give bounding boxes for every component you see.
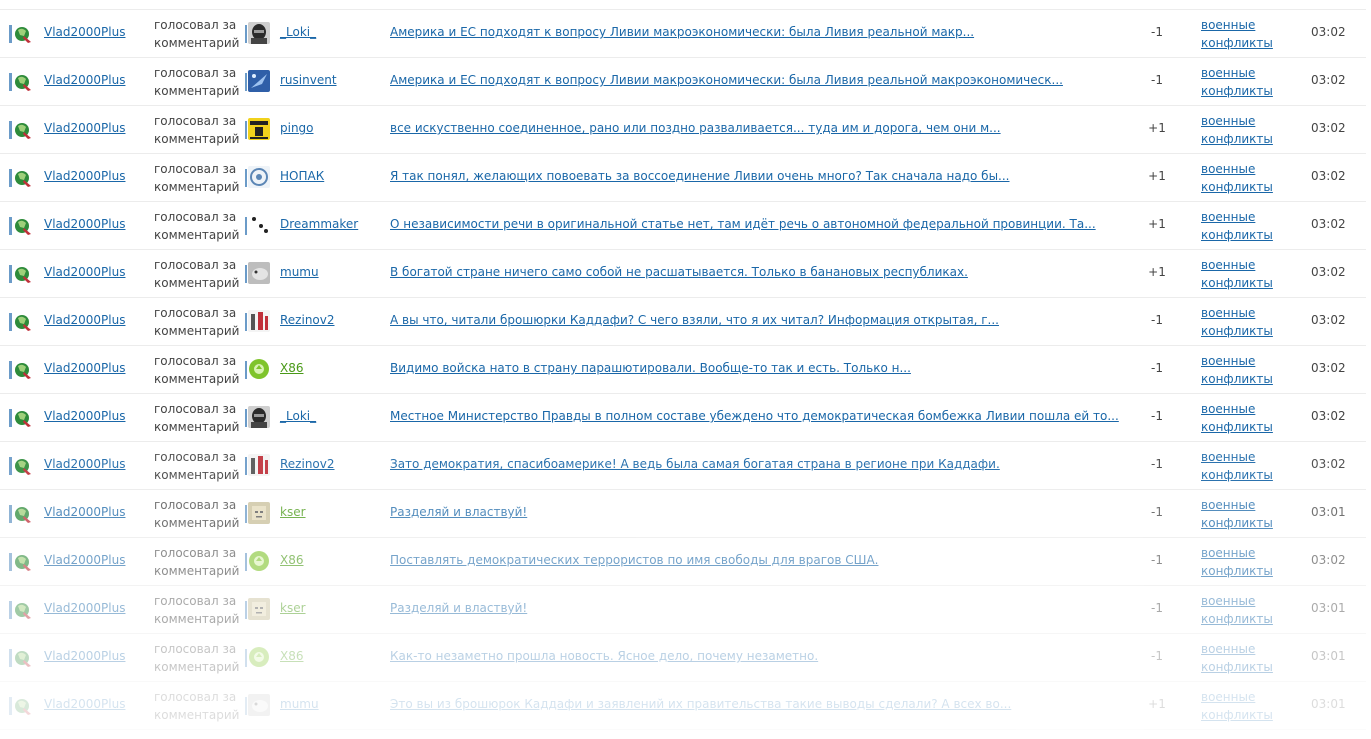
vote-value: -1 [1151, 457, 1163, 471]
comment-author-link[interactable]: X86 [280, 553, 304, 567]
vote-value: -1 [1151, 601, 1163, 615]
user-avatar-icon [9, 600, 35, 620]
comment-author-link[interactable]: НОПАК [280, 169, 325, 183]
avatar-bar [245, 265, 247, 283]
comment-author-link[interactable]: Rezinov2 [280, 457, 335, 471]
comment-link[interactable]: Америка и ЕС подходят к вопросу Ливии макроэкономически: была Ливия реальной макроэкономическ... [390, 73, 1063, 87]
timestamp: 03:02 [1311, 73, 1346, 87]
user-avatar-icon [9, 120, 35, 140]
action-text: голосовал за комментарий [154, 66, 240, 98]
vote-value: +1 [1148, 121, 1166, 135]
timestamp: 03:02 [1311, 553, 1346, 567]
voter-link[interactable]: Vlad2000Plus [44, 73, 126, 87]
category-link[interactable]: военные конфликты [1201, 18, 1273, 50]
vote-value: -1 [1151, 73, 1163, 87]
feed-row [0, 682, 1366, 730]
feed-row [0, 442, 1366, 490]
feed-row [0, 490, 1366, 538]
user-avatar-icon [9, 456, 35, 476]
comment-author-link[interactable]: _Loki_ [280, 409, 317, 423]
vote-value: -1 [1151, 649, 1163, 663]
category-link[interactable]: военные конфликты [1201, 642, 1273, 674]
grey-animal-icon [248, 694, 270, 716]
comment-link[interactable]: все искуственно соединенное, рано или поздно разваливается... туда им и дорога, чем они м... [390, 121, 1001, 135]
comment-link[interactable]: Местное Министерство Правды в полном составе убеждено что демократическая бомбежка Ливии пошла ей то... [390, 409, 1119, 423]
comment-author-link[interactable]: kser [280, 505, 306, 519]
comment-link[interactable]: Как-то незаметно прошла новость. Ясное дело, почему незаметно. [390, 649, 819, 663]
category-link[interactable]: военные конфликты [1201, 498, 1273, 530]
timestamp: 03:01 [1311, 601, 1346, 615]
avatar-bar [245, 457, 247, 475]
vote-value: +1 [1148, 217, 1166, 231]
avatar-bar [245, 553, 247, 571]
vote-value: -1 [1151, 505, 1163, 519]
action-text: голосовал за комментарий [154, 210, 240, 242]
feed-row [0, 346, 1366, 394]
green-circle-icon [248, 550, 270, 572]
comment-link[interactable]: Разделяй и властвуй! [390, 505, 528, 519]
timestamp: 03:02 [1311, 313, 1346, 327]
avatar-bar [245, 313, 247, 331]
category-link[interactable]: военные конфликты [1201, 258, 1273, 290]
comment-author-link[interactable]: X86 [280, 361, 304, 375]
voter-link[interactable]: Vlad2000Plus [44, 409, 126, 423]
action-text: голосовал за комментарий [154, 642, 240, 674]
feed-row [0, 154, 1366, 202]
feed-row [0, 394, 1366, 442]
timestamp: 03:01 [1311, 697, 1346, 711]
dark-face-icon [248, 406, 270, 428]
dark-face-icon [248, 22, 270, 44]
voter-link[interactable]: Vlad2000Plus [44, 649, 126, 663]
action-text: голосовал за комментарий [154, 162, 240, 194]
timestamp: 03:01 [1311, 649, 1346, 663]
comment-link[interactable]: Зато демократия, спасибоамерике! А ведь была самая богатая страна в регионе при Каддафи. [390, 457, 1000, 471]
vote-value: +1 [1148, 169, 1166, 183]
dots-icon [248, 214, 270, 236]
comment-author-link[interactable]: Rezinov2 [280, 313, 335, 327]
comment-author-link[interactable]: _Loki_ [280, 25, 317, 39]
vote-value: -1 [1151, 313, 1163, 327]
category-link[interactable]: военные конфликты [1201, 66, 1273, 98]
voter-link[interactable]: Vlad2000Plus [44, 553, 126, 567]
action-text: голосовал за комментарий [154, 354, 240, 386]
avatar-bar [245, 25, 247, 43]
comment-link[interactable]: Разделяй и властвуй! [390, 601, 528, 615]
yellow-sign-icon [248, 118, 270, 140]
action-text: голосовал за комментарий [154, 258, 240, 290]
voter-link[interactable]: Vlad2000Plus [44, 25, 126, 39]
user-avatar-icon [9, 360, 35, 380]
avatar-bar [245, 217, 247, 235]
category-link[interactable]: военные конфликты [1201, 210, 1273, 242]
vote-value: +1 [1148, 265, 1166, 279]
feed-row [0, 58, 1366, 106]
action-text: голосовал за комментарий [154, 402, 240, 434]
comment-link[interactable]: О независимости речи в оригинальной статье нет, там идёт речь о автономной федеральной провинции. Та... [390, 217, 1096, 231]
timestamp: 03:02 [1311, 121, 1346, 135]
feed-row [0, 10, 1366, 58]
vote-value: -1 [1151, 361, 1163, 375]
category-link[interactable]: военные конфликты [1201, 402, 1273, 434]
feed-row [0, 538, 1366, 586]
avatar-bar [245, 409, 247, 427]
activity-feed [0, 9, 1366, 730]
timestamp: 03:02 [1311, 217, 1346, 231]
action-text: голосовал за комментарий [154, 498, 240, 530]
voter-link[interactable]: Vlad2000Plus [44, 697, 126, 711]
avatar-bar [245, 601, 247, 619]
timestamp: 03:02 [1311, 409, 1346, 423]
category-link[interactable]: военные конфликты [1201, 594, 1273, 626]
user-avatar-icon [9, 408, 35, 428]
voter-link[interactable]: Vlad2000Plus [44, 457, 126, 471]
blue-emblem-icon [248, 166, 270, 188]
action-text: голосовал за комментарий [154, 114, 240, 146]
category-link[interactable]: военные конфликты [1201, 114, 1273, 146]
grey-animal-icon [248, 262, 270, 284]
red-figure-icon [248, 454, 270, 476]
vote-value: -1 [1151, 409, 1163, 423]
comment-author-link[interactable]: rusinvent [280, 73, 337, 87]
avatar-bar [245, 121, 247, 139]
avatar-bar [245, 505, 247, 523]
action-text: голосовал за комментарий [154, 594, 240, 626]
blue-bird-icon [248, 70, 270, 92]
comment-link[interactable]: Видимо войска нато в страну парашютировали. Вообще-то так и есть. Только н... [390, 361, 911, 375]
voter-link[interactable]: Vlad2000Plus [44, 313, 126, 327]
timestamp: 03:01 [1311, 505, 1346, 519]
vote-value: +1 [1148, 697, 1166, 711]
comment-author-link[interactable]: kser [280, 601, 306, 615]
comment-link[interactable]: Я так понял, желающих повоевать за воссоединение Ливии очень много? Так сначала надо бы... [390, 169, 1010, 183]
comment-link[interactable]: Это вы из брошюрок Каддафи и заявлений их правительства такие выводы сделали? А всех во... [390, 697, 1012, 711]
voter-link[interactable]: Vlad2000Plus [44, 265, 126, 279]
timestamp: 03:02 [1311, 457, 1346, 471]
voter-link[interactable]: Vlad2000Plus [44, 601, 126, 615]
voter-link[interactable]: Vlad2000Plus [44, 169, 126, 183]
user-avatar-icon [9, 648, 35, 668]
category-link[interactable]: военные конфликты [1201, 690, 1273, 722]
category-link[interactable]: военные конфликты [1201, 546, 1273, 578]
timestamp: 03:02 [1311, 25, 1346, 39]
comment-author-link[interactable]: X86 [280, 649, 304, 663]
feed-row [0, 250, 1366, 298]
vote-value: -1 [1151, 553, 1163, 567]
category-link[interactable]: военные конфликты [1201, 450, 1273, 482]
voter-link[interactable]: Vlad2000Plus [44, 505, 126, 519]
user-avatar-icon [9, 552, 35, 572]
comment-link[interactable]: Америка и ЕС подходят к вопросу Ливии макроэкономически: была Ливия реальной макр... [390, 25, 975, 39]
beige-face-icon [248, 502, 270, 524]
user-avatar-icon [9, 72, 35, 92]
timestamp: 03:02 [1311, 265, 1346, 279]
avatar-bar [245, 169, 247, 187]
user-avatar-icon [9, 216, 35, 236]
category-link[interactable]: военные конфликты [1201, 162, 1273, 194]
timestamp: 03:02 [1311, 361, 1346, 375]
comment-author-link[interactable]: mumu [280, 265, 319, 279]
avatar-bar [245, 73, 247, 91]
comment-link[interactable]: В богатой стране ничего само собой не расшатывается. Только в банановых республиках. [390, 265, 968, 279]
feed-row [0, 634, 1366, 682]
user-avatar-icon [9, 696, 35, 716]
comment-link[interactable]: Поставлять демократических террористов по имя свободы для врагов США. [390, 553, 879, 567]
action-text: голосовал за комментарий [154, 450, 240, 482]
comment-author-link[interactable]: pingo [280, 121, 314, 135]
avatar-bar [245, 361, 247, 379]
user-avatar-icon [9, 168, 35, 188]
user-avatar-icon [9, 312, 35, 332]
user-avatar-icon [9, 504, 35, 524]
red-figure-icon [248, 310, 270, 332]
action-text: голосовал за комментарий [154, 690, 240, 722]
comment-author-link[interactable]: mumu [280, 697, 319, 711]
feed-row [0, 106, 1366, 154]
comment-author-link[interactable]: Dreammaker [280, 217, 359, 231]
category-link[interactable]: военные конфликты [1201, 354, 1273, 386]
voter-link[interactable]: Vlad2000Plus [44, 217, 126, 231]
avatar-bar [245, 649, 247, 667]
feed-row [0, 586, 1366, 634]
green-circle-icon [248, 646, 270, 668]
voter-link[interactable]: Vlad2000Plus [44, 121, 126, 135]
timestamp: 03:02 [1311, 169, 1346, 183]
voter-link[interactable]: Vlad2000Plus [44, 361, 126, 375]
user-avatar-icon [9, 264, 35, 284]
user-avatar-icon [9, 24, 35, 44]
comment-link[interactable]: А вы что, читали брошюрки Каддафи? С чего взяли, что я их читал? Информация открытая, г... [390, 313, 999, 327]
vote-value: -1 [1151, 25, 1163, 39]
action-text: голосовал за комментарий [154, 18, 240, 50]
avatar-bar [245, 697, 247, 715]
feed-row [0, 202, 1366, 250]
beige-face-icon [248, 598, 270, 620]
feed-row [0, 298, 1366, 346]
action-text: голосовал за комментарий [154, 306, 240, 338]
category-link[interactable]: военные конфликты [1201, 306, 1273, 338]
green-circle-icon [248, 358, 270, 380]
action-text: голосовал за комментарий [154, 546, 240, 578]
